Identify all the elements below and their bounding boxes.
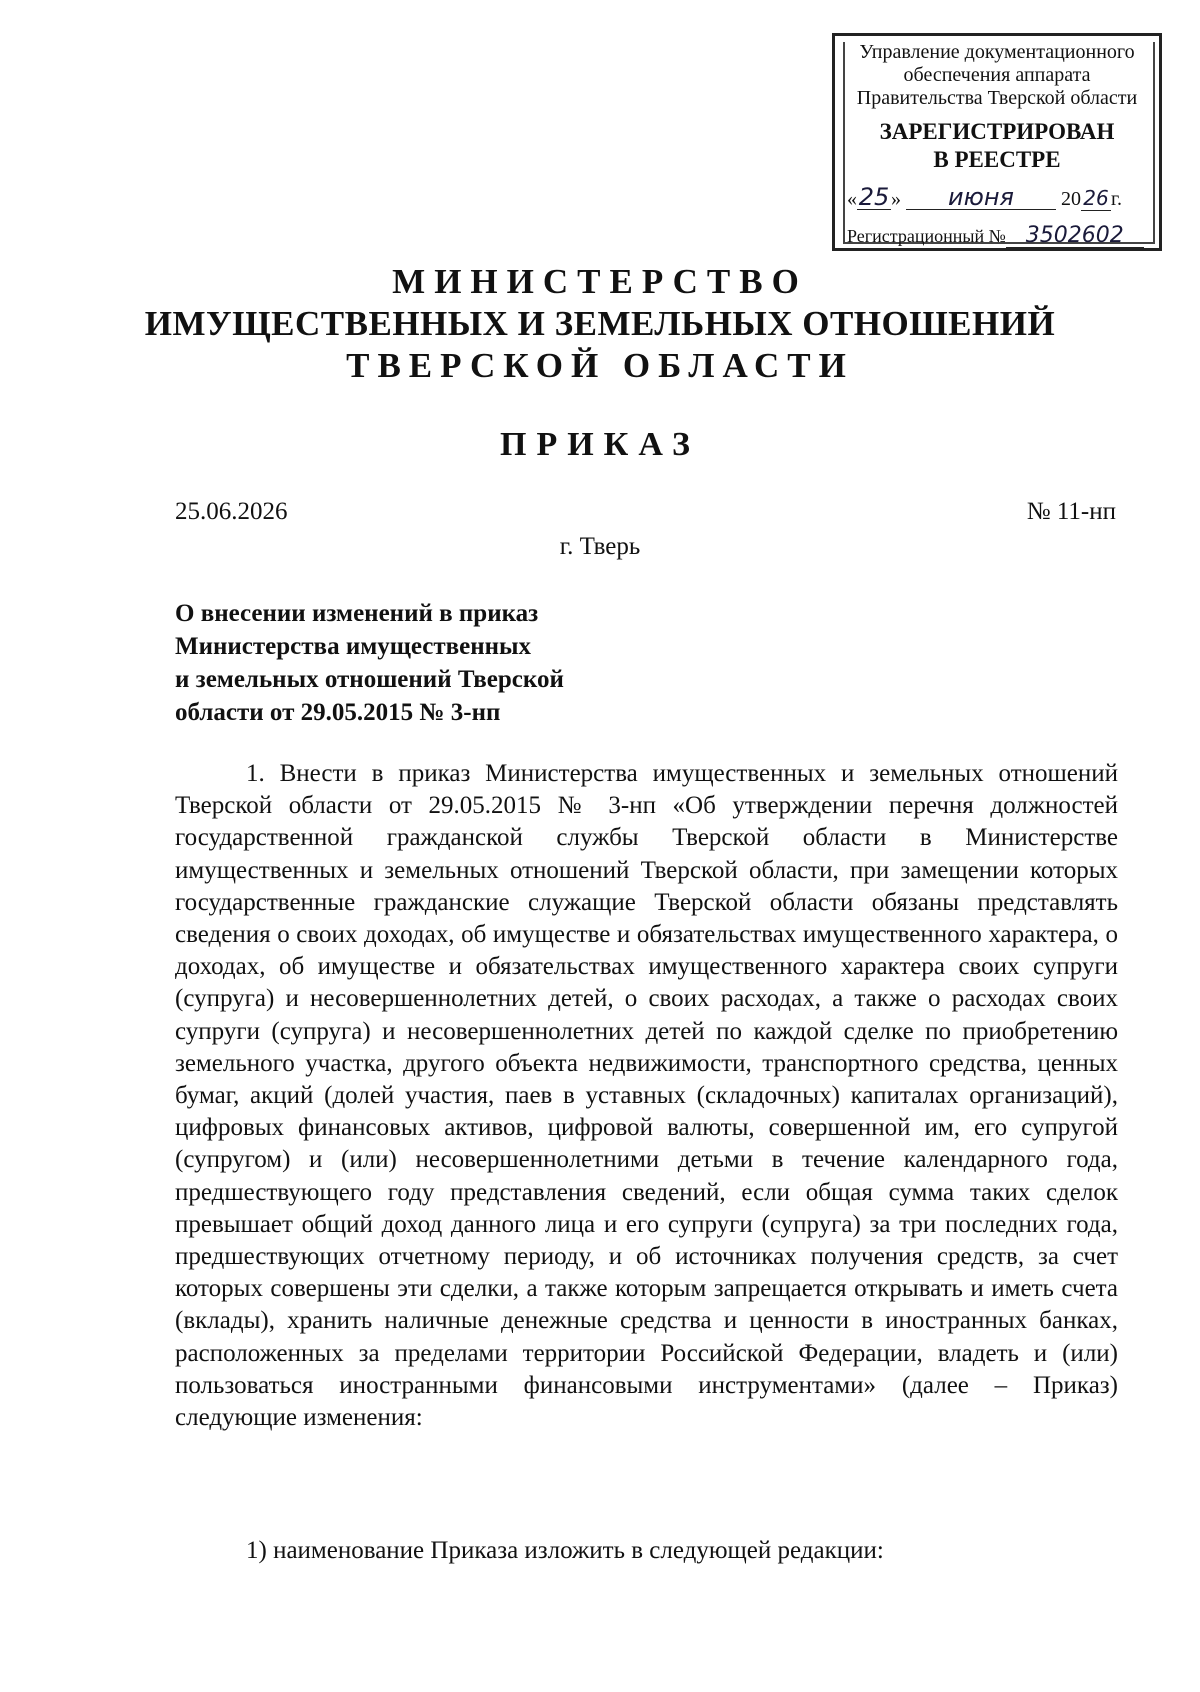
order-date: 25.06.2026 bbox=[175, 498, 288, 525]
subject-line-3: и земельных отношений Тверской bbox=[175, 666, 564, 693]
stamp-reg-number: 3502602 bbox=[1006, 224, 1144, 248]
order-subject bbox=[175, 597, 695, 729]
subject-line-1: О внесении изменений в приказ bbox=[175, 600, 539, 627]
order-city: г. Тверь bbox=[559, 533, 641, 560]
stamp-date-open-quote: « bbox=[847, 188, 857, 210]
stamp-registration-number bbox=[847, 224, 1157, 248]
stamp-agency-line-2: обеспечения аппарата bbox=[903, 64, 1091, 86]
stamp-agency-line-1: Управление документационного bbox=[859, 41, 1135, 63]
document-type-title: ПРИКАЗ bbox=[500, 426, 700, 463]
subject-line-4: области от 29.05.2015 № 3-нп bbox=[175, 699, 501, 726]
body-paragraph-1: 1. Внести в приказ Министерства имущественных и земельных отношений Тверской области от 29.05.2015 № 3-нп «Об утверждении перечня должностей государственной гражданской службы Тверской области в Министерстве имущественных и земельных отношений Тверской области, при замещении которых государственные гражданские служащие Тверской области обязаны представлять сведения о своих доходах, об имуществе и обязательствах имущественного характера, о доходах, об имуществе и обязательствах имущественного характера своих супруги (супруга) и несовершеннолетних детей, о своих расходах, а также о расходах своих супруги (супруга) и несовершеннолетних детей по каждой сделке по приобретению земельного участка, другого объекта недвижимости, транспортного средства, ценных бумаг, акций (долей участия, паев в уставных (складочных) капиталах организаций), цифровых финансовых активов, цифровой валюты, совершенной им, его супругой (супругом) и (или) несовершеннолетними детьми в течение календарного года, предшествующего году представления сведений, если общая сумма таких сделок превышает общий доход данного лица и его супруги (супруга) за три последних года, предшествующих отчетному периоду, и об источниках получения средств, за счет которых совершены эти сделки, а также которым запрещается открывать и иметь счета (вклады), хранить наличные денежные средства и ценности в иностранных банках, расположенных за пределами территории Российской Федерации, владеть и (или) пользоваться иностранными финансовыми инструментами» (далее – Приказ) следующие изменения: bbox=[175, 760, 1118, 1432]
stamp-agency-line-3: Правительства Тверской области bbox=[856, 87, 1138, 109]
stamp-date-year-prefix: 20 bbox=[1061, 188, 1081, 210]
body-item-1: 1) наименование Приказа изложить в следующей редакции: bbox=[246, 1537, 884, 1564]
ministry-name-line-2: ИМУЩЕСТВЕННЫХ И ЗЕМЕЛЬНЫХ ОТНОШЕНИЙ bbox=[144, 304, 1056, 343]
registration-stamp bbox=[832, 33, 1162, 251]
stamp-reg-label: Регистрационный № bbox=[847, 226, 1006, 246]
stamp-registered-line-2: В РЕЕСТРЕ bbox=[933, 147, 1061, 172]
ministry-name-line-1: МИНИСТЕРСТВО bbox=[392, 262, 808, 301]
stamp-date-month: июня bbox=[906, 186, 1056, 210]
order-number: № 11-нп bbox=[1026, 498, 1116, 525]
stamp-date-day: 25 bbox=[858, 183, 890, 211]
stamp-registration-date bbox=[847, 183, 1147, 211]
subject-line-2: Министерства имущественных bbox=[175, 633, 532, 660]
ministry-name-line-3: ТВЕРСКОЙ ОБЛАСТИ bbox=[346, 346, 854, 385]
stamp-date-year-suffix: 26 bbox=[1081, 187, 1111, 211]
stamp-date-year-unit: г. bbox=[1111, 188, 1122, 210]
stamp-date-close-quote: » bbox=[891, 188, 901, 210]
stamp-registered-line-1: ЗАРЕГИСТРИРОВАН bbox=[879, 119, 1115, 144]
